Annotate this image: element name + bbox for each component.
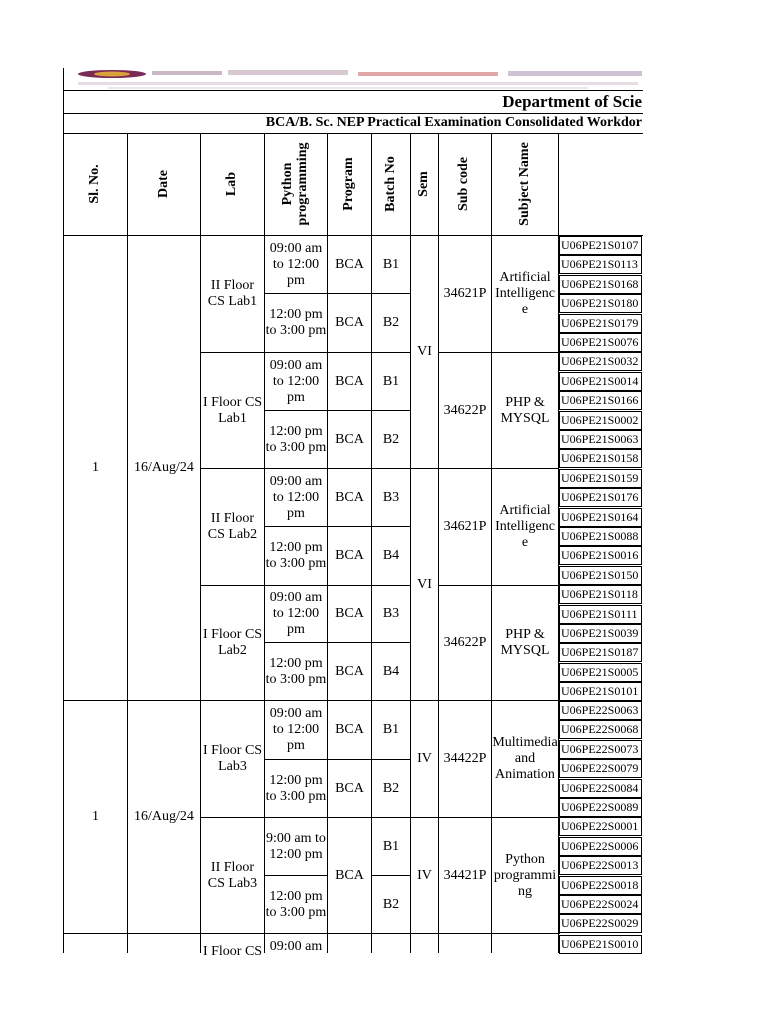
register-number-cell: U06PE21S0118 (559, 585, 642, 604)
sub-code-cell: 34421P (443, 867, 487, 883)
register-number-cell: U06PE21S0113 (559, 255, 642, 274)
batch-cell: B1 (382, 722, 400, 737)
register-number-cell: U06PE22S0089 (559, 798, 642, 817)
register-number-cell: U06PE21S0176 (559, 488, 642, 507)
sub-code-cell: 34622P (443, 635, 487, 650)
lab-cell: I Floor CS (202, 944, 263, 959)
register-number-cell: U06PE21S0002 (559, 411, 642, 430)
sub-code-cell: 34422P (443, 751, 487, 766)
register-number-cell: U06PE21S0076 (559, 333, 642, 352)
time-slot-cell: 09:00 am to 12:00 pm (269, 240, 323, 288)
register-number-cell: U06PE21S0032 (559, 352, 642, 371)
col-header-python-programming: Python programming (280, 142, 310, 226)
register-number-cell: U06PE21S0005 (559, 663, 642, 682)
col-header-date: Date (156, 170, 171, 198)
register-number-cell: U06PE22S0084 (559, 779, 642, 798)
lab-cell: II Floor CS Lab1 (207, 278, 258, 309)
subject-name-cell: Artificial Intelligenc e (495, 270, 555, 317)
subject-name-cell: Multimedia and Animation (492, 735, 558, 782)
sl-no-cell: 1 (92, 460, 99, 475)
lab-cell: I Floor CS Lab3 (202, 743, 263, 774)
program-cell: BCA (335, 373, 364, 389)
register-number-cell: U06PE22S0013 (559, 856, 642, 875)
register-number-cell: U06PE21S0014 (559, 372, 642, 391)
lab-cell: I Floor CS Lab2 (202, 627, 263, 658)
batch-cell: B2 (382, 896, 400, 912)
register-number-cell: U06PE21S0159 (559, 469, 642, 488)
register-number-cell: U06PE22S0024 (559, 895, 642, 914)
register-number-cell: U06PE22S0068 (559, 720, 642, 739)
lab-cell: II Floor CS Lab3 (207, 859, 258, 891)
register-number-cell: U06PE21S0101 (559, 682, 642, 701)
time-slot-cell: 09:00 am (269, 939, 323, 954)
date-cell: 16/Aug/24 (134, 460, 194, 475)
subject-name-cell: PHP & MYSQL (500, 394, 550, 426)
time-slot-cell: 09:00 am to 12:00 pm (269, 590, 323, 637)
register-number-cell: U06PE22S0018 (559, 876, 642, 895)
sem-cell: IV (417, 751, 432, 766)
batch-cell: B1 (382, 373, 400, 389)
register-number-cell: U06PE21S0180 (559, 294, 642, 313)
department-title: Department of Scie (502, 92, 642, 111)
program-cell: BCA (335, 867, 364, 883)
program-cell: BCA (335, 606, 364, 621)
time-slot-cell: 09:00 am to 12:00 pm (269, 357, 323, 405)
batch-cell: B2 (382, 780, 400, 796)
register-number-cell: U06PE22S0073 (559, 740, 642, 759)
time-slot-cell: 12:00 pm to 3:00 pm (265, 307, 327, 338)
program-cell: BCA (335, 780, 364, 796)
batch-cell: B4 (382, 663, 400, 679)
register-number-cell: U06PE21S0039 (559, 624, 642, 643)
register-number-cell: U06PE22S0079 (559, 759, 642, 778)
register-number-cell: U06PE22S0006 (559, 837, 642, 856)
sub-code-cell: 34622P (443, 402, 487, 418)
register-number-cell: U06PE22S0029 (559, 914, 642, 933)
program-cell: BCA (335, 256, 364, 272)
register-number-cell: U06PE21S0164 (559, 508, 642, 527)
col-header-program: Program (341, 157, 356, 211)
batch-cell: B1 (382, 838, 400, 854)
col-header-sub-code: Sub code (456, 156, 471, 212)
sub-code-cell: 34621P (443, 286, 487, 301)
col-header-batch-no: Batch No (383, 156, 398, 212)
batch-cell: B4 (382, 548, 400, 563)
register-number-cell: U06PE21S0107 (559, 236, 642, 255)
col-header-lab: Lab (224, 171, 239, 197)
register-number-cell: U06PE21S0187 (559, 643, 642, 662)
sem-cell: IV (417, 867, 432, 883)
time-slot-cell: 12:00 pm to 3:00 pm (265, 772, 327, 804)
time-slot-cell: 12:00 pm to 3:00 pm (265, 423, 327, 455)
sem-cell: VI (417, 344, 432, 359)
col-header-subject-name: Subject Name (517, 142, 532, 226)
lab-cell: I Floor CS Lab1 (202, 394, 263, 426)
subject-name-cell: PHP & MYSQL (500, 627, 550, 658)
register-number-cell: U06PE21S0063 (559, 430, 642, 449)
batch-cell: B2 (382, 431, 400, 447)
register-number-cell: U06PE21S0179 (559, 314, 642, 333)
register-number-cell: U06PE21S0150 (559, 566, 642, 585)
subject-name-cell: Python programmi ng (493, 851, 557, 899)
date-cell: 16/Aug/24 (134, 809, 194, 824)
register-number-cell: U06PE21S0166 (559, 391, 642, 410)
register-number-cell: U06PE21S0168 (559, 275, 642, 294)
col-header-sl-no: Sl. No. (87, 164, 102, 204)
program-cell: BCA (335, 548, 364, 563)
register-number-cell: U06PE21S0010 (559, 935, 642, 954)
program-cell: BCA (335, 489, 364, 505)
subject-name-cell: Artificial Intelligenc e (495, 503, 555, 550)
register-number-cell: U06PE21S0016 (559, 546, 642, 565)
register-number-cell: U06PE21S0111 (559, 605, 642, 624)
time-slot-cell: 09:00 am to 12:00 pm (269, 473, 323, 521)
col-header-sem: Sem (416, 171, 431, 197)
register-number-cell: U06PE21S0088 (559, 527, 642, 546)
program-cell: BCA (335, 315, 364, 330)
program-cell: BCA (335, 663, 364, 679)
program-cell: BCA (335, 431, 364, 447)
lab-cell: II Floor CS Lab2 (207, 511, 258, 542)
batch-cell: B2 (382, 315, 400, 330)
register-number-cell: U06PE22S0001 (559, 817, 642, 836)
register-number-cell: U06PE21S0158 (559, 449, 642, 468)
sem-cell: VI (417, 576, 432, 592)
batch-cell: B3 (382, 606, 400, 621)
sub-code-cell: 34621P (443, 519, 487, 534)
time-slot-cell: 12:00 pm to 3:00 pm (265, 655, 327, 687)
batch-cell: B1 (382, 256, 400, 272)
sl-no-cell: 1 (92, 809, 99, 824)
exam-subtitle: BCA/B. Sc. NEP Practical Examination Consolidated Workdor (265, 115, 642, 130)
time-slot-cell: 09:00 am to 12:00 pm (269, 706, 323, 753)
time-slot-cell: 12:00 pm to 3:00 pm (265, 888, 327, 920)
program-cell: BCA (335, 722, 364, 737)
time-slot-cell: 12:00 pm to 3:00 pm (265, 540, 327, 571)
batch-cell: B3 (382, 489, 400, 505)
time-slot-cell: 9:00 am to 12:00 pm (266, 830, 326, 862)
register-number-cell: U06PE22S0063 (559, 701, 642, 720)
